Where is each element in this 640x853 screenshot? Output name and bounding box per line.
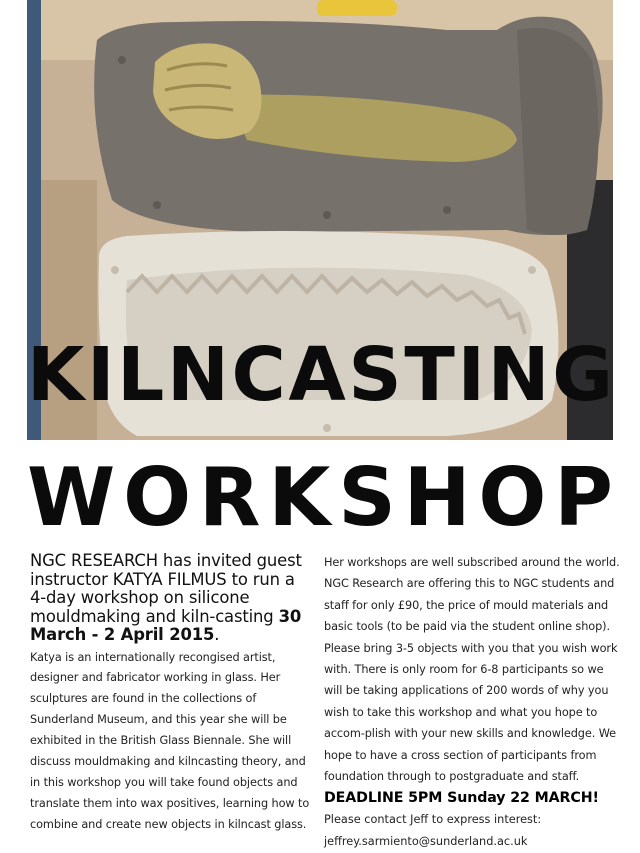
workshop-dates: 30 March - 2 April 2015 [30,606,302,644]
title-letter: I [457,332,486,418]
title-letter: O [123,451,192,544]
title-kilncasting [27,333,613,417]
title-letter: S [348,332,402,418]
contact-line: Please contact Jeff to express interest: [324,813,542,827]
title-letter: C [231,332,286,418]
deadline-notice: DEADLINE 5PM Sunday 22 MARCH! [324,790,599,807]
intro-text: NGC RESEARCH has invited guest instructor KATYA FILMUS to run a 4-day workshop on silicone mouldmaking and kiln-casting [30,551,302,626]
title-letter: G [552,332,613,418]
workshop-details: Her workshops are well subscribed around the world. NGC Research are offering this to NGC students and staff for only £90, the price of mould materials and basic tools (to be paid via the student online shop). Please bring 3-5 objects with you that you wish work with. There is only room for 6-8 participants so we will be taking applications of 200 words of why you wish to take this workshop and what you hope to accom-plish with your new skills and knowledge. We hope to have a cross section of participants from foundation through to postgraduate and staff. [324,556,620,784]
title-letter: W [27,451,116,544]
title-letter: T [404,332,455,418]
title-letter: L [117,332,165,418]
title-letter: S [338,451,396,544]
title-letter: A [288,332,346,418]
title-letter: R [198,451,261,544]
title-letter: N [487,332,550,418]
left-column [30,552,314,836]
intro-paragraph [30,552,314,645]
title-letter: I [86,332,115,418]
title-letter: H [403,451,471,544]
intro-end: . [214,625,220,644]
title-letter: P [554,451,613,544]
title-letter: N [166,332,229,418]
title-letter: K [268,451,331,544]
title-workshop [27,452,613,544]
contact-email[interactable]: jeffrey.sarmiento@sunderland.ac.uk [324,835,528,849]
title-letter: K [27,332,85,418]
instructor-bio: Katya is an internationally recongised artist, designer and fabricator working in glass. Her sculptures are found in the collections of Sunderland Museum, and this year she will be exhibited in the British Glass Biennale. She will discuss mouldmaking and kilncasting theory, and in this workshop you will take found objects and translate them into wax positives, learning how to combine and create new objects in kilncast glass. [30,650,310,831]
title-letter: O [478,451,547,544]
right-column [324,552,620,853]
